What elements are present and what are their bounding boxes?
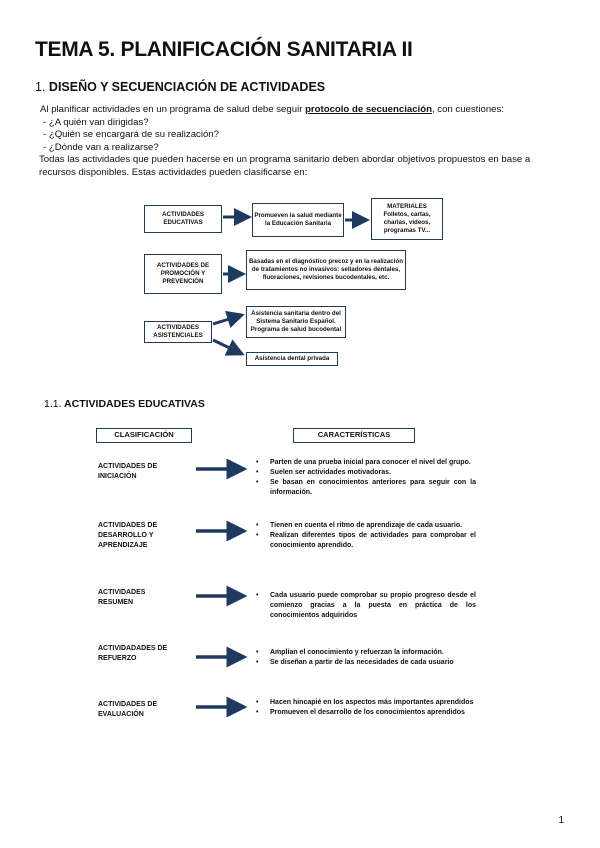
question-1: - ¿A quién van dirigidas? [43,116,149,128]
box-actividades-asistenciales: ACTIVIDADES ASISTENCIALES [144,321,212,343]
materiales-title: MATERIALES [387,203,427,210]
box-asistencia-ss: Asistencia sanitaria dentro del Sistema Sanitario Español. Programa de salud bucodental [246,306,346,338]
row-3-category: ACTIVIDADES RESUMEN [98,589,146,606]
row-2-category: ACTIVIDADES DE DESARROLLO Y APRENDIZAJE [98,522,158,549]
question-2: - ¿Quién se encargará de su realización? [43,129,219,140]
arrow-asistencia-privada [213,340,242,354]
question-3: - ¿Dónde van a realizarse? [43,141,159,153]
row-5-category: ACTIVIDADES DE EVALUACIÓN [98,701,158,718]
section-title: DISEÑO Y SECUENCIACIÓN DE ACTIVIDADES [48,80,326,94]
materiales-text: Folletos, cartas, charlas, vídeos, programas TV... [383,211,431,234]
page-title: TEMA 5. PLANIFICACIÓN SANITARIA II [35,38,413,61]
box-promocion-prevencion: ACTIVIDADES DE PROMOCIÓN Y PREVENCIÓN [144,254,222,294]
intro-paragraph-1: Todas las actividades que pueden hacerse en un programa sanitario deben abordar objetivos propuestos en base a [39,154,531,165]
row-4-features [256,648,476,668]
box-materiales [371,198,443,240]
intro-pre: Al planificar actividades en un programa de salud debe seguir [40,104,306,115]
list-item: • Realizan diferentes tipos de actividades para comprobar el conocimiento aprendido. [256,531,476,551]
row-3-features [256,591,476,621]
list-item: • Amplían el conocimiento y refuerzan la información. [256,648,476,658]
section-number: 1. [35,80,46,94]
box-promueven: Promueven la salud mediante la Educación Sanitaria [252,203,344,237]
subsection-title: ACTIVIDADES EDUCATIVAS [64,398,205,410]
list-item: • Hacen hincapié en los aspectos más importantes aprendidos [256,698,486,708]
row-1-category: ACTIVIDADES DE INICIACIÓN [98,463,158,480]
box-basadas: Basadas en el diagnóstico precoz y en la realización de tratamientos no invasivos: selladores dentales, fluoraciones, revisiones bucodentales, etc. [246,250,406,290]
box-asistencia-privada: Asistencia dental privada [246,352,338,366]
box-actividades-educativas: ACTIVIDADES EDUCATIVAS [144,205,222,233]
table-header-caracteristicas: CARACTERÍSTICAS [293,428,415,443]
intro-highlight: protocolo de secuenciación [305,104,432,115]
list-item: • Promueven el desarrollo de los conocimientos aprendidos [256,708,486,718]
page-number: 1 [558,815,564,826]
row-2-features [256,521,476,551]
subsection-heading [44,398,205,410]
list-item: • Parten de una prueba inicial para conocer el nivel del grupo. [256,458,476,468]
table-header-clasificacion: CLASIFICACIÓN [96,428,192,443]
list-item: • Suelen ser actividades motivadoras. [256,468,476,478]
subsection-number: 1.1. [44,398,62,410]
list-item: • Tienen en cuenta el ritmo de aprendizaje de cada usuario. [256,521,476,531]
row-5-features [256,698,486,718]
row-4-category: ACTIVIDADADES DE REFUERZO [98,645,168,662]
arrow-asistencia-ss [213,315,242,324]
intro-paragraph-2: recursos disponibles. Estas actividades pueden clasificarse en: [39,166,308,178]
intro-post: , con cuestiones: [431,104,504,115]
list-item: • Cada usuario puede comprobar su propio progreso desde el comienzo gracias a la puesta en práctica de los conocimientos adquiridos [256,591,476,621]
row-1-features [256,458,476,498]
list-item: • Se basan en conocimientos anteriores para seguir con la información. [256,478,476,498]
list-item: • Se diseñan a partir de las necesidades de cada usuario [256,658,476,668]
